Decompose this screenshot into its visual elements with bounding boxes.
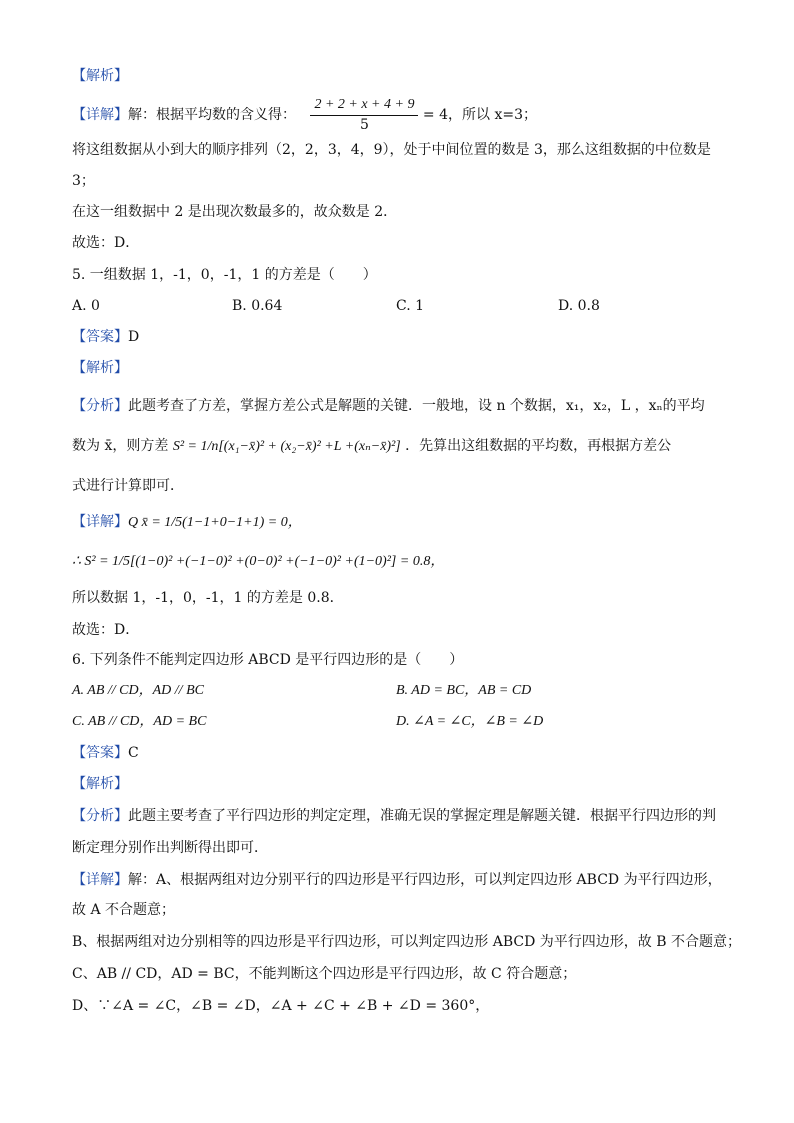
option-c: C. AB // CD，AD = BC [72, 714, 207, 729]
text-line: 故选：D． [72, 622, 140, 638]
text-line: C、AB // CD，AD = BC，不能判断这个四边形是平行四边形，故 C 符合题意； [72, 966, 577, 982]
text-line: B、根据两组对边分别相等的四边形是平行四边形，可以判定四边形 ABCD 为平行四边形，故 B 不合题意； [72, 934, 741, 950]
detail-tag: 【详解】 [72, 514, 128, 530]
analysis-line [72, 436, 671, 457]
detail-text: 解：根据平均数的含义得： [128, 107, 296, 123]
text-line: 3； [72, 173, 95, 189]
text-line: 所以数据 1，-1，0，-1，1 的方差是 0.8． [72, 590, 344, 606]
analysis-tag: 【分析】 [72, 808, 128, 824]
detail-text: 解：A、根据两组对边分别平行的四边形是平行四边形，可以判定四边形 ABCD 为平行四边形， [128, 872, 722, 888]
answer-tag: 【答案】 [72, 745, 128, 761]
detail-line [72, 96, 537, 134]
question-6: 6. 下列条件不能判定四边形 ABCD 是平行四边形的是（ ） [72, 652, 464, 668]
variance-calculation: ∴ S² = 1/5[(1−0)² +(−1−0)² +(0−0)² +(−1−0)² +(1−0)²] = 0.8， [72, 554, 445, 569]
answer-tag: 【答案】 [72, 329, 128, 345]
analysis-tag: 【分析】 [72, 398, 128, 414]
detail-tag: 【详解】 [72, 107, 128, 123]
option-d: D. ∠A = ∠C，∠B = ∠D [396, 714, 544, 729]
analysis-heading: 【解析】 [72, 68, 128, 84]
analysis-line [72, 806, 716, 826]
detail-line [72, 870, 722, 890]
option-b: B. AD = BC，AB = CD [396, 683, 532, 698]
analysis-text: 数为 x̄，则方差 [72, 438, 169, 454]
analysis-text: 此题主要考查了平行四边形的判定定理，准确无误的掌握定理是解题关键．根据平行四边形的判 [128, 808, 716, 824]
answer-value: C [128, 745, 139, 761]
text-line: 将这组数据从小到大的顺序排列（2，2，3，4，9），处于中间位置的数是 3，那么这组数据的中位数是 [72, 142, 711, 158]
analysis-heading: 【解析】 [72, 360, 128, 376]
option-c: C. 1 [396, 298, 425, 314]
variance-formula: S² = 1/n[(x₁−x̄)² + (x₂−x̄)² +L +(xₙ−x̄)²] [172, 439, 401, 454]
option-b: B. 0.64 [232, 298, 283, 314]
mean-fraction [310, 96, 418, 134]
fraction-result: = 4，所以 x=3； [422, 107, 537, 123]
fraction-numerator: 2 + 2 + x + 4 + 9 [310, 96, 418, 116]
analysis-line: 断定理分别作出判断得出即可． [72, 840, 268, 856]
analysis-line [72, 396, 705, 416]
option-d: D. 0.8 [558, 298, 600, 314]
analysis-heading: 【解析】 [72, 776, 128, 792]
analysis-line: 式进行计算即可． [72, 478, 184, 494]
option-a: A. AB // CD，AD // BC [72, 683, 204, 698]
fraction-denominator: 5 [360, 117, 369, 133]
text-line: 在这一组数据中 2 是出现次数最多的，故众数是 2． [72, 204, 398, 220]
detail-tag: 【详解】 [72, 872, 128, 888]
detail-line [72, 512, 302, 533]
analysis-text: ．先算出这组数据的平均数，再根据方差公 [405, 438, 672, 454]
question-5: 5. 一组数据 1，-1，0，-1，1 的方差是（ ） [72, 267, 377, 283]
text-line: 故选：D． [72, 235, 140, 251]
option-a: A. 0 [72, 298, 100, 314]
text-line: 故 A 不合题意； [72, 902, 176, 918]
answer-line [72, 743, 139, 763]
answer-line [72, 327, 139, 347]
mean-formula: Q x̄ = 1/5(1−1+0−1+1) = 0， [128, 515, 302, 530]
text-line: D、∵∠A = ∠C，∠B = ∠D，∠A + ∠C + ∠B + ∠D = 360°， [72, 998, 490, 1014]
answer-value: D [128, 329, 140, 345]
analysis-text: 此题考查了方差，掌握方差公式是解题的关键．一般地，设 n 个数据，x₁，x₂，L ，xₙ的平均 [128, 398, 705, 414]
